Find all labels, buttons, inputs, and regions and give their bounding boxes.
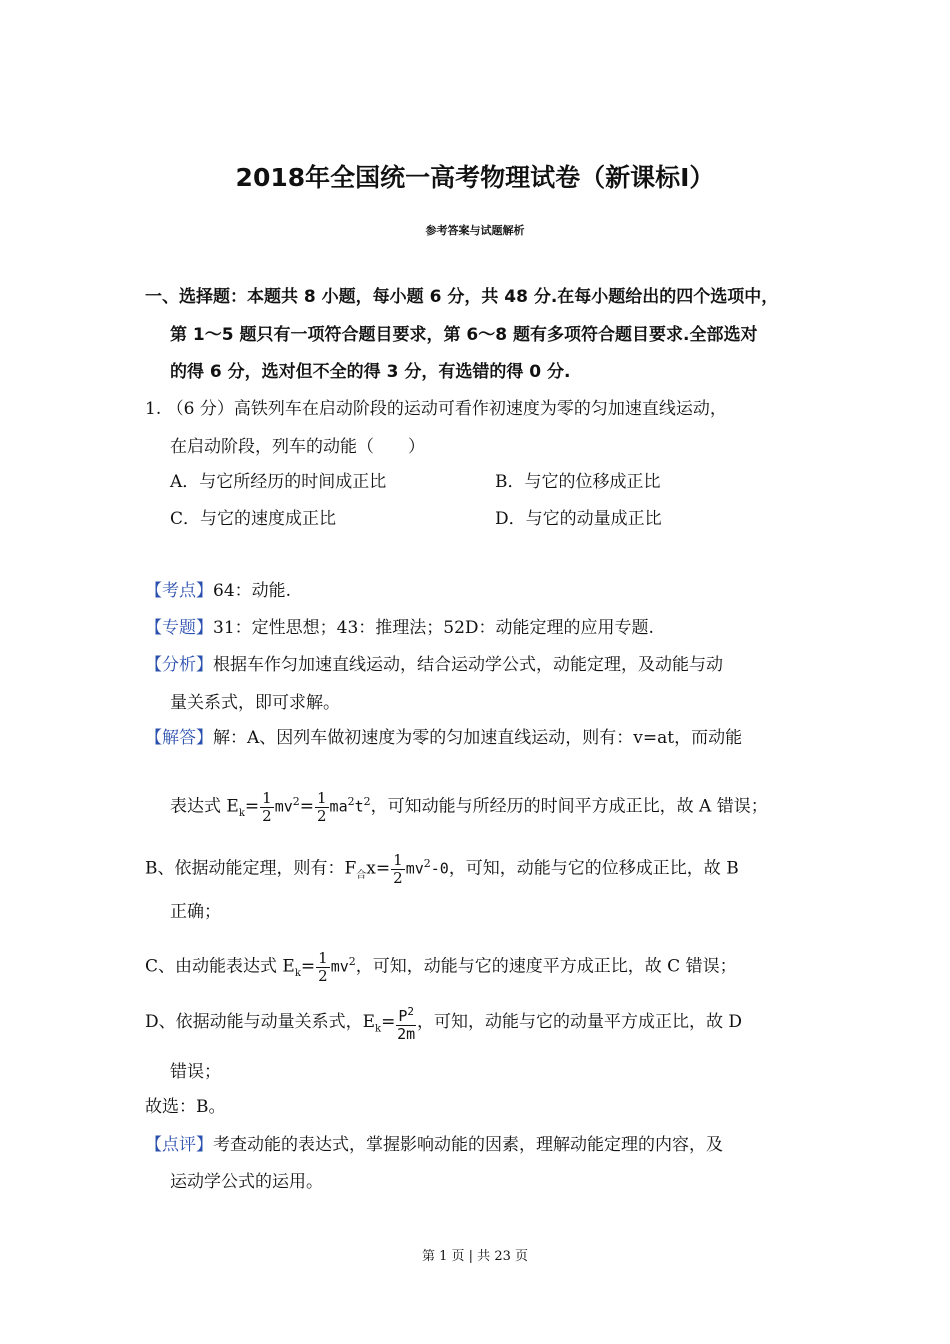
dianping-label: 【点评】: [145, 1135, 213, 1155]
numerator: 1: [393, 850, 403, 869]
fraction: [396, 1003, 416, 1043]
option-a: A．与它所经历的时间成正比: [170, 472, 387, 492]
exponent: 2: [423, 857, 431, 870]
dianping-line: [145, 1133, 723, 1157]
text: ，可知，动能与它的速度平方成正比，故 C 错误；: [355, 956, 737, 977]
zhuanti-line: [145, 616, 654, 640]
kaodian-line: [145, 579, 291, 603]
subscript: k: [238, 808, 245, 820]
text: t: [354, 797, 364, 816]
jieda-line: [145, 726, 742, 750]
question-stem: 在启动阶段，列车的动能（ ）: [170, 437, 425, 457]
text: x=: [366, 858, 391, 879]
denominator: 2m: [397, 1024, 416, 1043]
page-footer: 第 1 页 | 共 23 页: [422, 1249, 528, 1264]
exponent: 2: [292, 795, 300, 808]
formula-b-line: [145, 844, 739, 887]
subscript: k: [294, 968, 301, 980]
document-title: 2018年全国统一高考物理试卷（新课标Ⅰ）: [235, 163, 715, 192]
text: P: [398, 1006, 408, 1025]
text: mv: [274, 797, 293, 816]
option-d: D．与它的动量成正比: [495, 509, 662, 529]
formula-d-line: [145, 1002, 742, 1042]
text: =: [300, 956, 316, 977]
question-stem: 1. （6 分）高铁列车在启动阶段的运动可看作初速度为零的匀加速直线运动，: [145, 399, 727, 419]
text: C、由动能表达式 E: [145, 956, 295, 977]
denominator: 2: [262, 806, 272, 825]
fraction: [316, 950, 330, 985]
text: ，可知，动能与它的位移成正比，故 B: [448, 858, 739, 879]
text: =: [244, 796, 260, 817]
exponent: 2: [407, 1004, 415, 1018]
text: ma: [329, 797, 348, 816]
subscript: 合: [356, 870, 367, 882]
numerator: 1: [317, 788, 327, 807]
text: mv: [330, 957, 349, 976]
exponent: 2: [363, 795, 371, 808]
text: D、依据动能与动量关系式，E: [145, 1012, 376, 1032]
d-cont: 错误；: [170, 1062, 221, 1082]
section-heading-line: 一、选择题：本题共 8 小题，每小题 6 分，共 48 分.在每小题给出的四个选项中，: [145, 287, 779, 307]
formula-a-line: [170, 782, 768, 825]
jieda-label: 【解答】: [145, 728, 213, 748]
fenxi-line: [145, 653, 723, 677]
zhuanti-text: 31：定性思想；43：推理法；52D：动能定理的应用专题.: [213, 618, 654, 638]
exponent: 2: [348, 955, 356, 968]
text: ，可知，动能与它的动量平方成正比，故 D: [417, 1012, 743, 1032]
text: -0: [430, 859, 449, 878]
fraction: [315, 790, 329, 825]
text: =: [299, 796, 314, 817]
jieda-text: 解：A、因列车做初速度为零的匀加速直线运动，则有：v=at，而动能: [213, 728, 743, 748]
text: 表达式 E: [170, 796, 239, 817]
denominator: 2: [318, 966, 328, 985]
kaodian-text: 64：动能.: [213, 581, 292, 601]
numerator: 1: [262, 788, 272, 807]
text: =: [381, 1012, 396, 1032]
text: mv: [405, 859, 424, 878]
dianping-text: 考查动能的表达式，掌握影响动能的因素，理解动能定理的内容，及: [213, 1135, 723, 1155]
fraction: [391, 852, 405, 887]
dianping-cont: 运动学公式的运用。: [170, 1172, 323, 1192]
kaodian-label: 【考点】: [145, 581, 213, 601]
text: ，可知动能与所经历的时间平方成正比，故 A 错误；: [370, 796, 768, 817]
formula-c-line: [145, 942, 737, 985]
fraction: [260, 790, 274, 825]
denominator: 2: [393, 868, 403, 887]
document-subtitle: 参考答案与试题解析: [425, 224, 525, 237]
numerator: 1: [318, 948, 328, 967]
b-cont: 正确；: [170, 902, 221, 922]
denominator: 2: [317, 806, 327, 825]
exponent: 2: [347, 795, 355, 808]
text: B、依据动能定理，则有：F: [145, 858, 357, 879]
subscript: k: [375, 1023, 382, 1035]
option-b: B．与它的位移成正比: [495, 472, 661, 492]
zhuanti-label: 【专题】: [145, 618, 213, 638]
fenxi-text: 根据车作匀加速直线运动，结合运动学公式，动能定理，及动能与动: [213, 655, 723, 675]
section-heading-line: 第 1～5 题只有一项符合题目要求，第 6～8 题有多项符合题目要求.全部选对: [170, 325, 758, 345]
option-c: C．与它的速度成正比: [170, 509, 337, 529]
fenxi-label: 【分析】: [145, 655, 213, 675]
fenxi-cont: 量关系式，即可求解。: [170, 693, 340, 713]
section-heading-line: 的得 6 分，选对但不全的得 3 分，有选错的得 0 分.: [170, 362, 571, 382]
numerator: [396, 1003, 416, 1026]
answer: 故选：B。: [145, 1097, 226, 1117]
